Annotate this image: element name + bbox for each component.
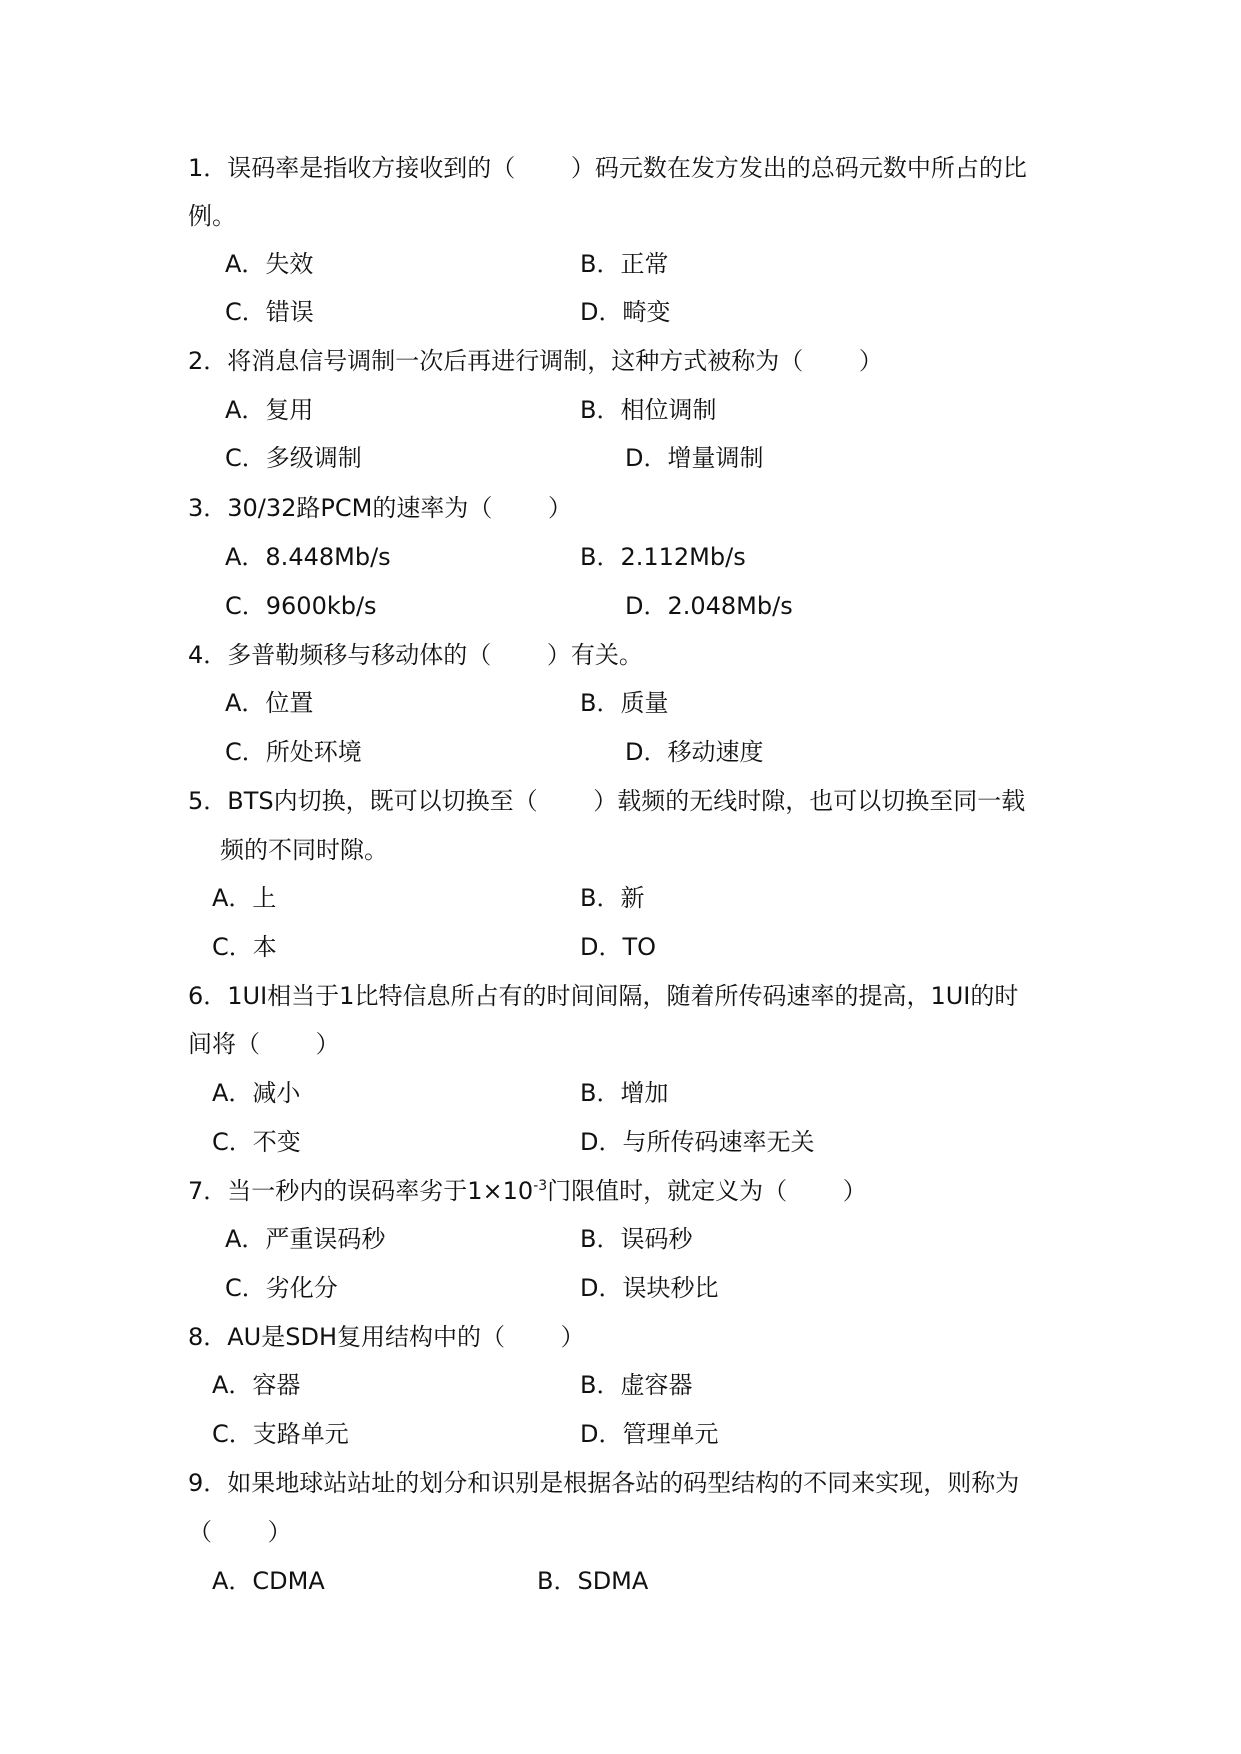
question-8-option-a: A．容器 (212, 1371, 301, 1399)
question-4-option-c: C．所处环境 (225, 738, 362, 766)
question-9-line1: 9．如果地球站站址的划分和识别是根据各站的码型结构的不同来实现，则称为 (188, 1469, 1020, 1497)
question-9-line2: （ ） (188, 1518, 292, 1546)
question-1-line2: 例。 (188, 202, 236, 230)
question-3-line1: 3．30/32路PCM的速率为（ ） (188, 494, 572, 522)
question-1-option-c: C．错误 (225, 298, 314, 326)
question-6-option-a: A．减小 (212, 1079, 301, 1107)
question-2-option-a: A．复用 (225, 396, 314, 424)
question-7-option-b: B．误码秒 (580, 1225, 693, 1253)
question-5-option-d: D．TO (580, 933, 657, 961)
question-3-option-a: A．8.448Mb/s (225, 543, 391, 571)
question-7-option-c: C．劣化分 (225, 1274, 338, 1302)
question-7-option-d: D．误块秒比 (580, 1274, 719, 1302)
question-2-option-d: D．增量调制 (625, 444, 764, 472)
question-3-option-b: B．2.112Mb/s (580, 543, 746, 571)
question-5-option-b: B．新 (580, 884, 645, 912)
question-6-option-d: D．与所传码速率无关 (580, 1128, 815, 1156)
question-8-option-c: C．支路单元 (212, 1420, 349, 1448)
question-3-option-d: D．2.048Mb/s (625, 592, 793, 620)
question-8-option-d: D．管理单元 (580, 1420, 719, 1448)
question-5-option-a: A．上 (212, 884, 277, 912)
question-9-option-a: A．CDMA (212, 1567, 325, 1595)
question-1-option-a: A．失效 (225, 250, 314, 278)
question-5-line1: 5．BTS内切换，既可以切换至（ ）载频的无线时隙，也可以切换至同一载 (188, 787, 1026, 815)
question-6-option-b: B．增加 (580, 1079, 669, 1107)
question-7-option-a: A．严重误码秒 (225, 1225, 386, 1253)
question-3-option-c: C．9600kb/s (225, 592, 377, 620)
question-6-line2: 间将（ ） (188, 1030, 340, 1058)
question-4-line1: 4．多普勒频移与移动体的（ ）有关。 (188, 641, 643, 669)
question-8-option-b: B．虚容器 (580, 1371, 693, 1399)
question-4-option-a: A．位置 (225, 689, 314, 717)
question-8-line1: 8．AU是SDH复用结构中的（ ） (188, 1323, 585, 1351)
question-7-text-after: 门限值时，就定义为（ ） (547, 1177, 867, 1205)
question-1-option-b: B．正常 (580, 250, 669, 278)
question-2-option-c: C．多级调制 (225, 444, 362, 472)
question-6-line1: 6．1UI相当于1比特信息所占有的时间间隔，随着所传码速率的提高，1UI的时 (188, 982, 1019, 1010)
question-4-option-d: D．移动速度 (625, 738, 764, 766)
question-4-option-b: B．质量 (580, 689, 669, 717)
question-7-text-before: 7．当一秒内的误码率劣于1×10 (188, 1177, 534, 1205)
question-9-option-b: B．SDMA (537, 1567, 649, 1595)
question-2-line1: 2．将消息信号调制一次后再进行调制，这种方式被称为（ ） (188, 347, 883, 375)
question-5-option-c: C．本 (212, 933, 277, 961)
question-6-option-c: C．不变 (212, 1128, 301, 1156)
question-5-line2: 频的不同时隙。 (220, 836, 388, 864)
question-2-option-b: B．相位调制 (580, 396, 717, 424)
question-7-exponent: -3 (533, 1178, 548, 1194)
question-1-option-d: D．畸变 (580, 298, 671, 326)
question-1-line1: 1．误码率是指收方接收到的（ ）码元数在发方发出的总码元数中所占的比 (188, 154, 1027, 182)
question-7-line1 (188, 1167, 1068, 1215)
